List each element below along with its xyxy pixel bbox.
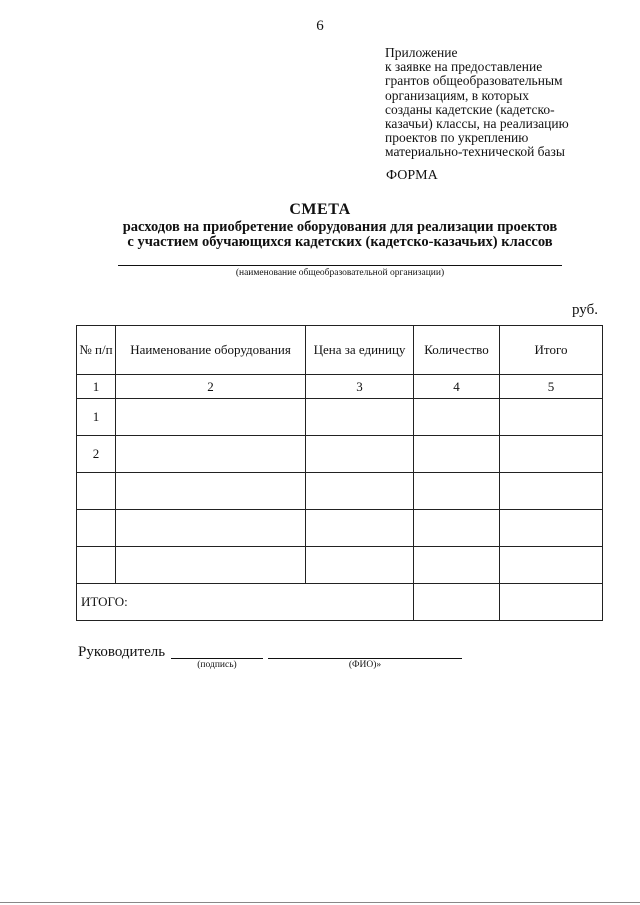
document-title: СМЕТА <box>289 201 351 218</box>
header-unit-price: Цена за единицу <box>306 326 414 375</box>
total-label: ИТОГО: <box>77 584 414 621</box>
table-cell <box>414 436 500 473</box>
table-cell <box>500 473 603 510</box>
column-number: 2 <box>116 375 306 399</box>
table-row <box>77 547 603 584</box>
table-cell <box>77 547 116 584</box>
table-cell <box>306 547 414 584</box>
table-cell <box>500 399 603 436</box>
appendix-line: созданы кадетские (кадетско- <box>385 101 555 117</box>
table-cell <box>77 510 116 547</box>
document-subtitle <box>0 220 640 250</box>
page-bottom-edge <box>0 902 640 903</box>
total-quantity-cell <box>414 584 500 621</box>
table-cell <box>116 547 306 584</box>
appendix-line: проектов по укреплению <box>385 130 529 146</box>
table-row <box>77 510 603 547</box>
header-equipment-name: Наименование оборудования <box>116 326 306 375</box>
header-number: № п/п <box>77 326 116 375</box>
organization-caption: (наименование общеобразовательной организации) <box>235 268 445 278</box>
header-total: Итого <box>500 326 603 375</box>
column-number: 5 <box>500 375 603 399</box>
table-cell: 2 <box>77 436 116 473</box>
currency-label: руб. <box>572 302 598 318</box>
appendix-line: грантов общеобразовательным <box>385 73 563 89</box>
column-number: 1 <box>77 375 116 399</box>
table-cell <box>414 399 500 436</box>
estimate-table <box>76 325 603 621</box>
appendix-line: к заявке на предоставление <box>385 59 543 75</box>
subtitle-line: расходов на приобретение оборудования для реализации проектов <box>122 219 558 235</box>
column-number-row <box>77 375 603 399</box>
table-cell <box>116 473 306 510</box>
appendix-line: Приложение <box>385 45 458 60</box>
appendix-line: казачьи) классы, на реализацию <box>385 116 569 132</box>
header-quantity: Количество <box>414 326 500 375</box>
table-row <box>77 473 603 510</box>
table-cell <box>414 547 500 584</box>
table-cell <box>116 510 306 547</box>
appendix-line: материально-технической базы <box>385 144 565 160</box>
table-cell <box>306 510 414 547</box>
signature-line <box>171 658 263 659</box>
table-cell <box>306 436 414 473</box>
total-row <box>77 584 603 621</box>
table-cell: 1 <box>77 399 116 436</box>
table-cell <box>116 436 306 473</box>
table-cell <box>500 547 603 584</box>
organization-name-line <box>118 265 562 266</box>
full-name-line <box>268 658 462 659</box>
signature-caption: (подпись) <box>197 660 237 670</box>
table-header-row <box>77 326 603 375</box>
appendix-note <box>385 46 625 160</box>
table-cell <box>306 399 414 436</box>
table-cell <box>306 473 414 510</box>
total-sum-cell <box>500 584 603 621</box>
full-name-caption: (ФИО)» <box>348 660 382 670</box>
table-row <box>77 436 603 473</box>
subtitle-line: с участием обучающихся кадетских (кадетско-казачьих) классов <box>127 234 553 250</box>
table-cell <box>414 510 500 547</box>
table-row <box>77 399 603 436</box>
form-label: ФОРМА <box>386 168 438 183</box>
column-number: 3 <box>306 375 414 399</box>
page-number: 6 <box>316 18 324 34</box>
signature-label: Руководитель <box>78 644 166 660</box>
column-number: 4 <box>414 375 500 399</box>
table-cell <box>116 399 306 436</box>
table-cell <box>414 473 500 510</box>
table-cell <box>500 436 603 473</box>
table-cell <box>77 473 116 510</box>
table-cell <box>500 510 603 547</box>
appendix-line: организациям, в которых <box>385 87 529 103</box>
